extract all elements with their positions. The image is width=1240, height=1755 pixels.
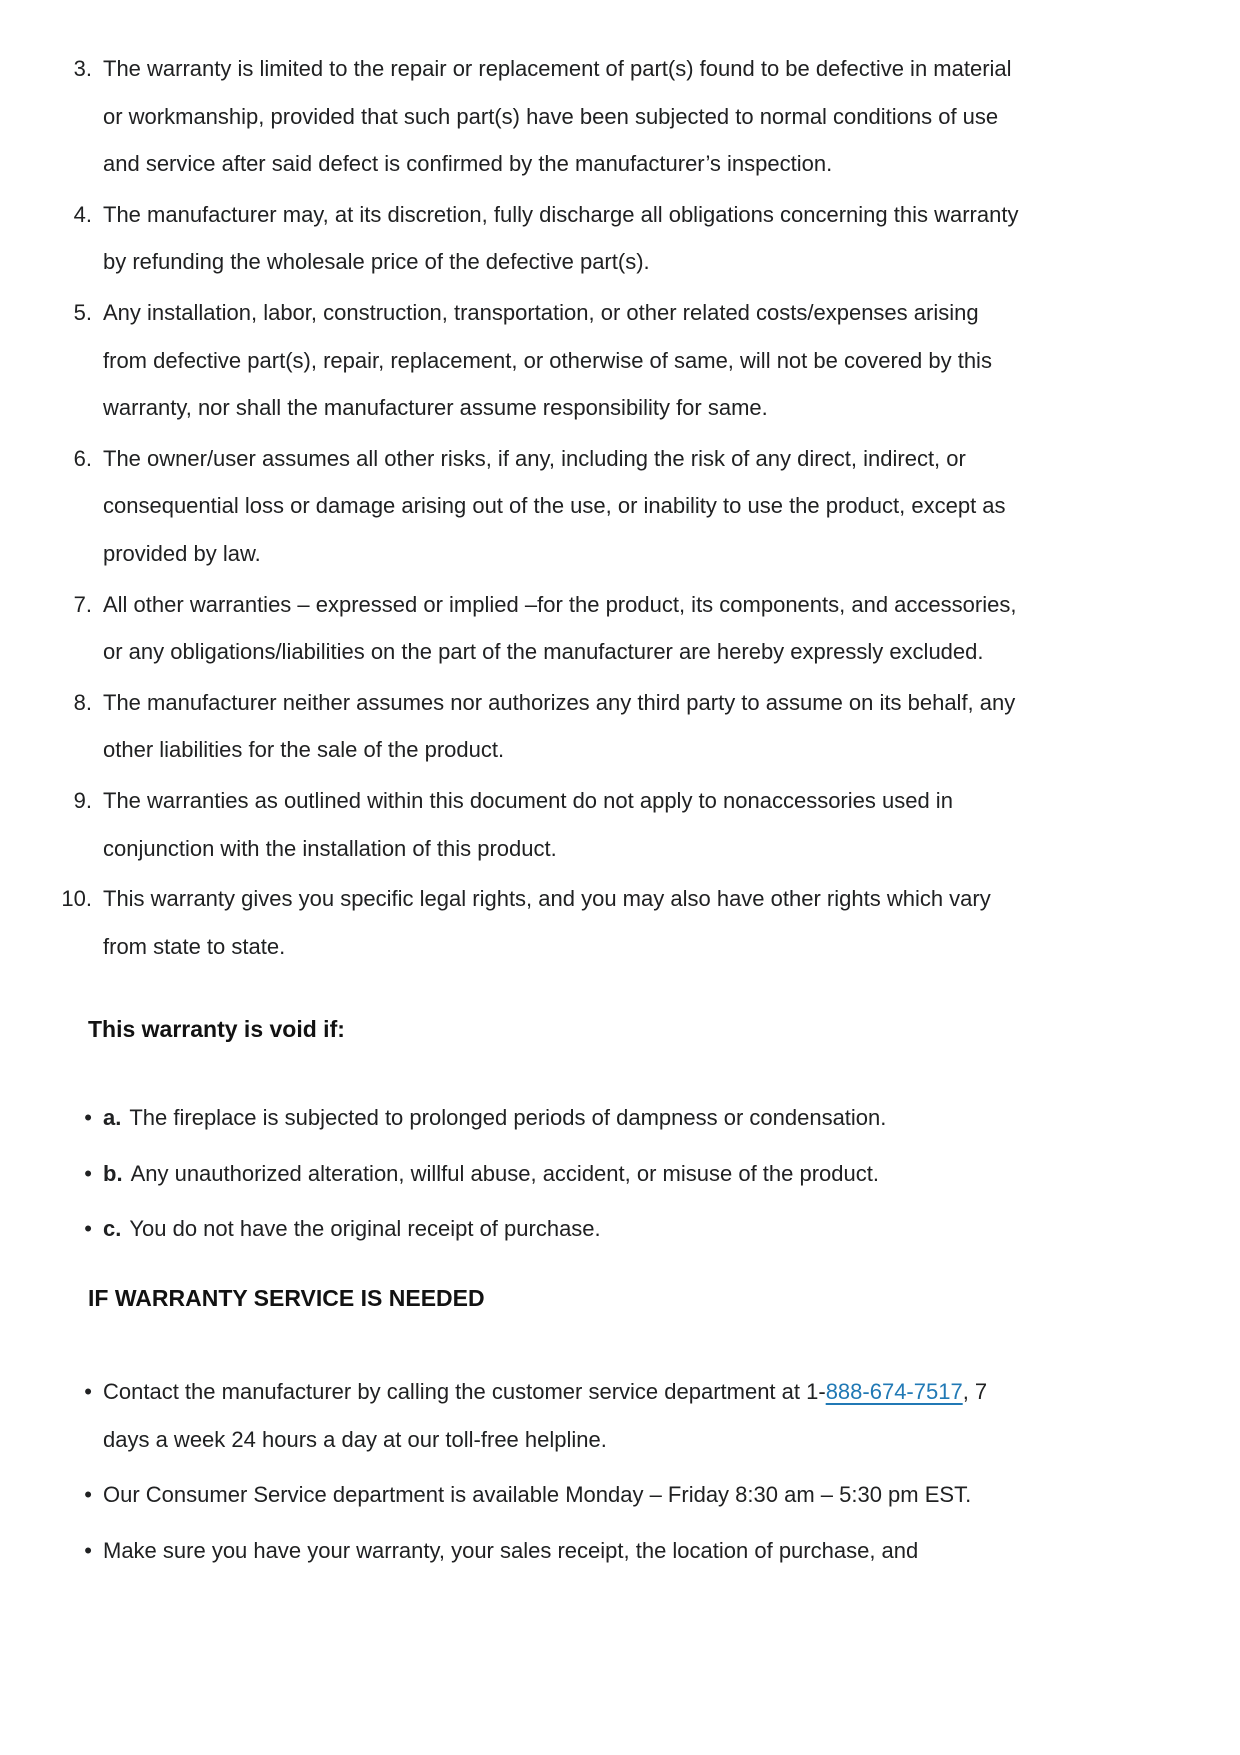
void-condition-item [0,1205,1240,1253]
bullet-icon: • [84,1379,92,1405]
void-condition-text [103,1205,1019,1253]
service-instruction-text: Our Consumer Service department is available Monday – Friday 8:30 am – 5:30 pm EST. [103,1482,972,1508]
void-condition-item [0,1094,1240,1142]
warranty-term-item [0,679,1240,774]
bullet-icon: • [84,1216,92,1242]
phone-number-link[interactable]: 888-674-7517 [825,1379,963,1405]
bullet-icon: • [84,1160,92,1186]
service-section-heading: IF WARRANTY SERVICE IS NEEDED [88,1285,485,1312]
service-instruction-text [103,1368,1019,1463]
list-number: 3. [73,56,92,81]
void-condition-item [0,1150,1240,1198]
item-letter: c. [103,1216,122,1242]
warranty-term-text: The warranty is limited to the repair or replacement of part(s) found to be defective in material or workmanship, provided that such part(s) have been subjected to normal conditions of use and service after said defect is confirmed by the manufacturer’s inspection. [103,56,1012,177]
warranty-term-item [0,191,1240,286]
warranty-term-item [0,581,1240,676]
service-instruction-item [0,1368,1240,1463]
warranty-term-text: The warranties as outlined within this document do not apply to nonaccessories used in conjunction with the installation of this product. [103,787,953,861]
list-number: 9. [73,787,92,813]
void-section-heading: This warranty is void if: [88,1016,345,1043]
service-instruction-item [0,1527,1240,1575]
list-number: 4. [73,201,92,227]
warranty-term-text: The manufacturer may, at its discretion, fully discharge all obligations concerning this warranty by refunding the wholesale price of the defective part(s). [103,201,1019,275]
warranty-term-item [0,45,1240,188]
warranty-term-text: The manufacturer neither assumes nor authorizes any third party to assume on its behalf, any other liabilities for the sale of the product. [103,689,1016,763]
list-number: 8. [73,689,92,715]
void-condition-body: Any unauthorized alteration, willful abuse, accident, or misuse of the product. [130,1160,879,1186]
service-instruction-text: Make sure you have your warranty, your sales receipt, the location of purchase, and [103,1537,919,1563]
warranty-term-item [0,289,1240,432]
warranty-term-item [0,777,1240,872]
bullet-icon: • [84,1105,92,1131]
list-number: 5. [73,299,92,325]
bullet-icon: • [84,1482,92,1508]
service-instruction-item [0,1471,1240,1519]
void-condition-body: The fireplace is subjected to prolonged periods of dampness or condensation. [129,1105,887,1131]
list-number: 7. [73,591,92,617]
list-number: 10. [61,886,92,912]
warranty-term-item [0,875,1240,970]
contact-text-pre: Contact the manufacturer by calling the customer service department at 1- [103,1379,826,1405]
warranty-term-text: The owner/user assumes all other risks, if any, including the risk of any direct, indirect, or consequential loss or damage arising out of the use, or inability to use the product, except as provided by law. [103,445,1006,566]
bullet-icon: • [84,1537,92,1563]
void-condition-body: You do not have the original receipt of purchase. [129,1216,601,1242]
warranty-terms-list [0,45,1240,970]
void-condition-text [103,1094,1019,1142]
item-letter: b. [103,1160,123,1186]
item-letter: a. [103,1105,122,1131]
warranty-term-text: Any installation, labor, construction, transportation, or other related costs/expenses arising from defective part(s), repair, replacement, or otherwise of same, will not be covered by this warranty, nor shall the manufacturer assume responsibility for same. [103,299,992,421]
void-conditions-list [0,1094,1240,1253]
warranty-term-text: All other warranties – expressed or implied –for the product, its components, and accessories, or any obligations/liabilities on the part of the manufacturer are hereby expressly excluded. [103,591,1017,665]
void-condition-text [103,1150,1019,1198]
contact-text-post: , 7 days a week 24 hours a day at our toll-free helpline. [103,1379,988,1452]
list-number: 6. [73,445,92,471]
warranty-term-item [0,435,1240,578]
warranty-term-text: This warranty gives you specific legal rights, and you may also have other rights which vary from state to state. [103,886,991,959]
service-instructions-list [0,1368,1240,1574]
